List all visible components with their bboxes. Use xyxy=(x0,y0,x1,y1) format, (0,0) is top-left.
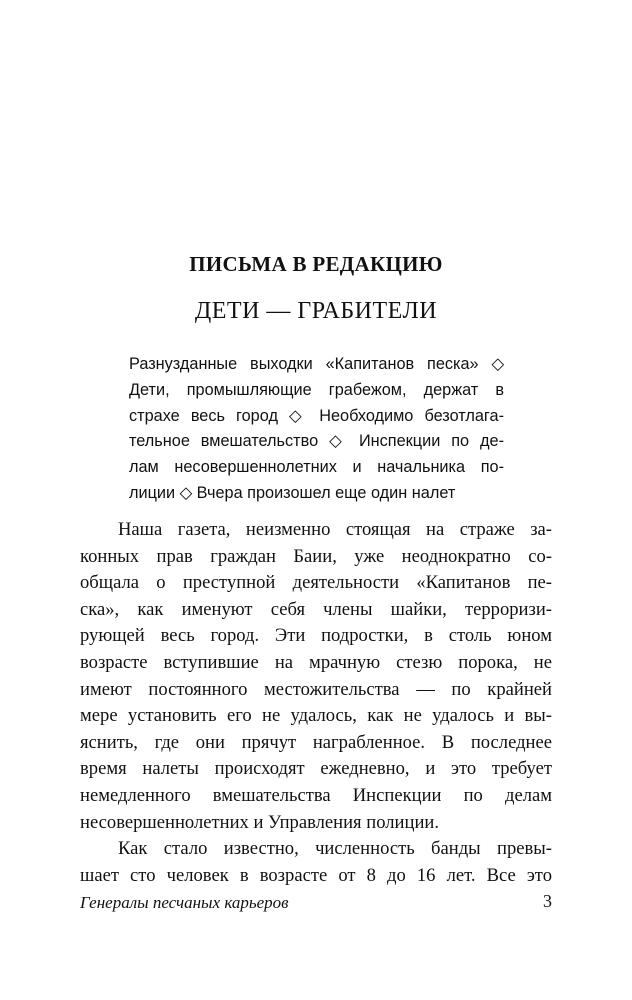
subheading-line: страхе весь город ◇ Необходимо безотлага- xyxy=(129,406,504,425)
article-title: ДЕТИ — ГРАБИТЕЛИ xyxy=(194,298,438,324)
body-line: ска», как именуют себя члены шайки, терроризи- xyxy=(80,598,552,620)
section-title: ПИСЬМА В РЕДАКЦИЮ xyxy=(189,252,443,276)
body-line: Как стало известно, численность банды превы- xyxy=(118,838,552,860)
subheading-line: лиции ◇ Вчера произошел еще один налет xyxy=(129,483,456,502)
body-line: имеют постоянного местожительства — по крайней xyxy=(80,678,552,700)
page-number: 3 xyxy=(543,891,552,911)
body-line: шает сто человек в возрасте от 8 до 16 лет. Все это xyxy=(80,864,552,886)
body-line: мере установить его не удалось, как не удалось и вы- xyxy=(80,705,552,727)
subheading-line: лам несовершеннолетних и начальника по- xyxy=(129,458,504,477)
body-line: немедленного вмешательства Инспекции по делам xyxy=(80,784,552,806)
body-line: Наша газета, неизменно стоящая на страже за- xyxy=(118,519,552,540)
body-line: несовершеннолетних и Управления полиции. xyxy=(80,811,439,833)
body-line: возрасте вступившие на мрачную стезю порока, не xyxy=(80,651,552,673)
subheading-line: тельное вмешательство ◇ Инспекции по де- xyxy=(129,432,504,451)
subheading-line: Дети, промышляющие грабежом, держат в xyxy=(129,380,504,399)
running-footer-book-title: Генералы песчаных карьеров xyxy=(80,893,289,912)
subheading-line: Разнузданные выходки «Капитанов песка» ◇ xyxy=(129,355,504,373)
body-line: конных прав граждан Баии, уже неоднократно со- xyxy=(80,545,552,567)
article-subheading xyxy=(129,352,504,507)
body-line: яснить, где они прячут награбленное. В последнее xyxy=(80,731,552,753)
body-line: время налеты происходят ежедневно, и это требует xyxy=(80,758,552,780)
body-line: общала о преступной деятельности «Капитанов пе- xyxy=(80,572,552,594)
body-line: рующей весь город. Эти подростки, в столь юном xyxy=(80,625,552,647)
article-body xyxy=(80,517,552,889)
